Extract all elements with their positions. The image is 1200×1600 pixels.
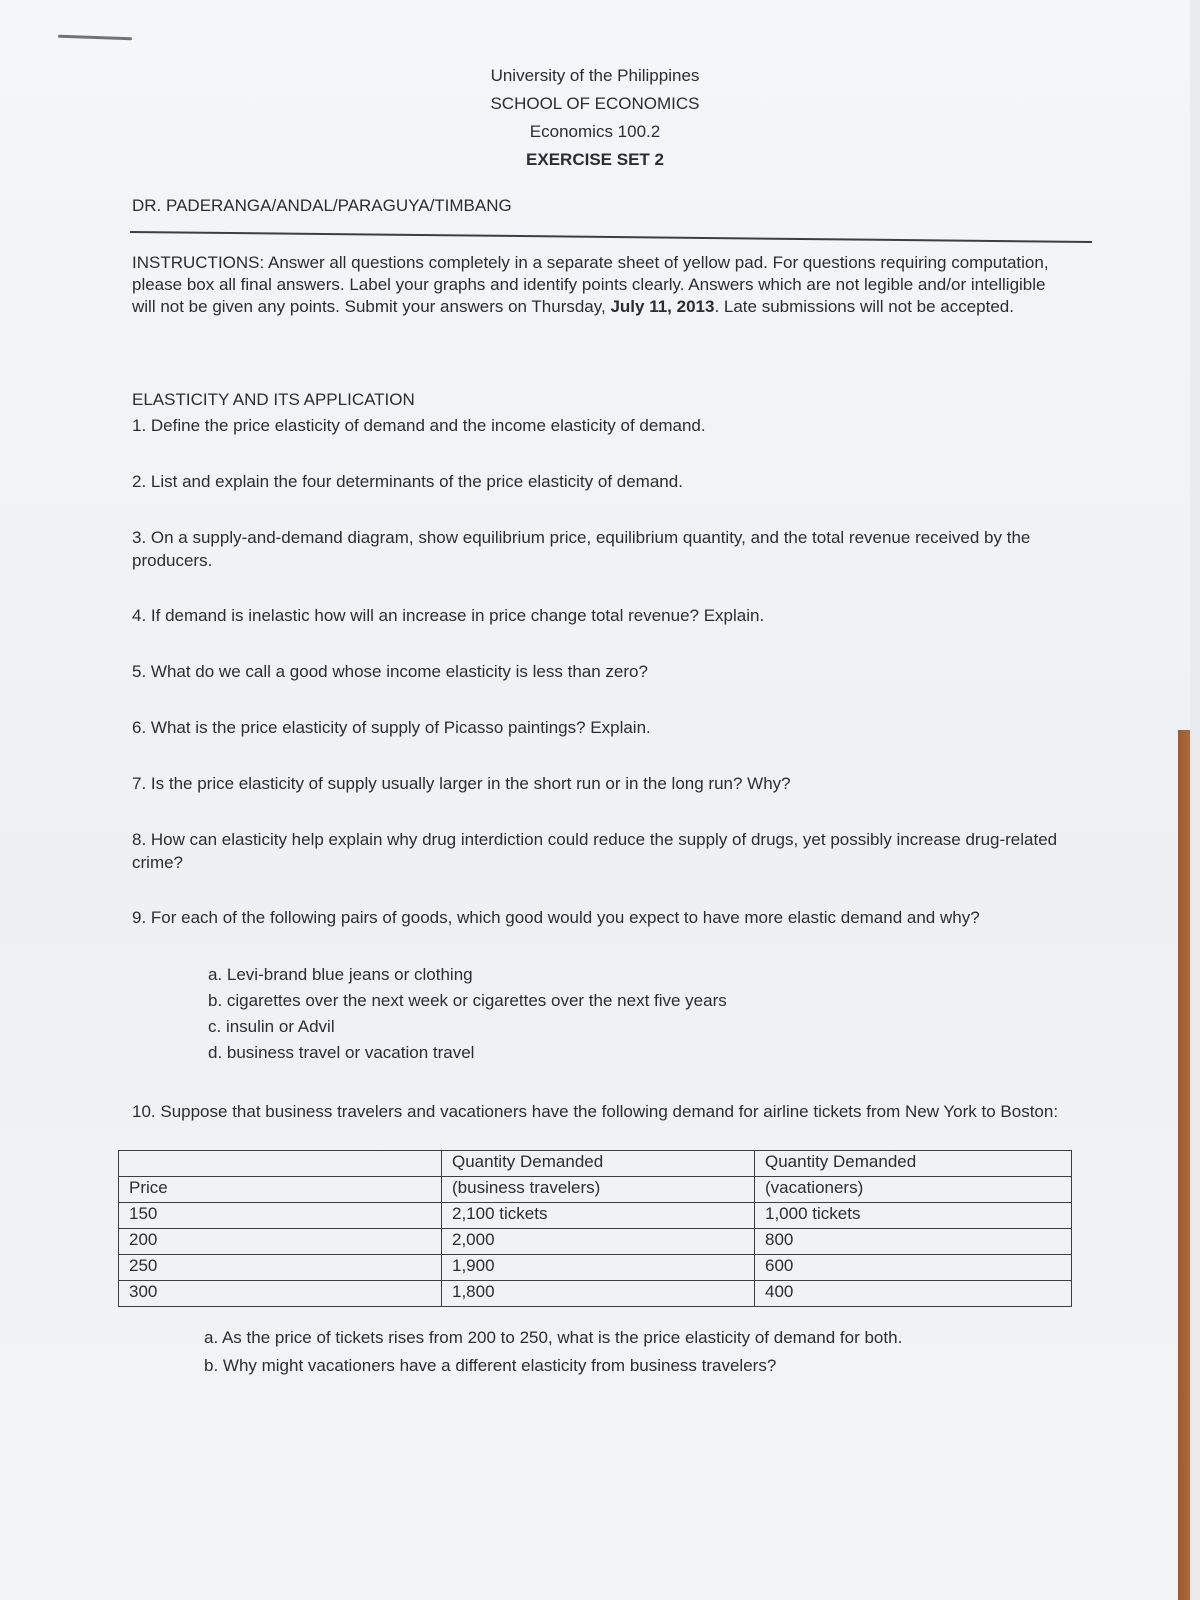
table-header-row [119,1151,1072,1177]
question-9: 9. For each of the following pairs of goods, which good would you expect to have more elastic demand and why? [132,908,980,927]
table-row [119,1203,1072,1229]
question-2: 2. List and explain the four determinants of the price elasticity of demand. [132,472,683,491]
q9-item-c: c. insulin or Advil [208,1017,335,1036]
price-cell: 200 [119,1229,442,1255]
table-row [119,1281,1072,1307]
section-heading: ELASTICITY AND ITS APPLICATION [132,390,415,409]
school-name: SCHOOL OF ECONOMICS [490,94,700,113]
q9-item-a: a. Levi-brand blue jeans or clothing [208,965,473,984]
staple-mark [58,35,132,41]
desk-edge [1178,730,1190,1600]
table-header-cell: Price [119,1177,442,1203]
price-cell: 300 [119,1281,442,1307]
table-header-cell: (vacationers) [755,1177,1072,1203]
q9-item-d: d. business travel or vacation travel [208,1043,475,1062]
instructions-text: INSTRUCTIONS: Answer all questions completely in a separate sheet of yellow pad. For questions requiring computation, please box all final answers. Label your graphs and identify points clearly. Answers which are not legible and/or intelligible will not be given any points. Submit your answers on Thursday, [132,253,1049,316]
vacation-qty-cell: 400 [755,1281,1072,1307]
question-3: 3. On a supply-and-demand diagram, show equilibrium price, equilibrium quantity, and the total revenue received by the producers. [132,528,1031,570]
question-8: 8. How can elasticity help explain why drug interdiction could reduce the supply of drugs, yet possibly increase drug-related crime? [132,830,1058,872]
price-cell: 150 [119,1203,442,1229]
q10-item-b: b. Why might vacationers have a different elasticity from business travelers? [204,1356,777,1375]
question-7: 7. Is the price elasticity of supply usually larger in the short run or in the long run? Why? [132,774,791,793]
q10-item-a: a. As the price of tickets rises from 200 to 250, what is the price elasticity of demand for both. [204,1328,903,1347]
university-name: University of the Philippines [490,66,700,85]
q9-list [208,962,1068,1066]
question-1: 1. Define the price elasticity of demand and the income elasticity of demand. [132,416,706,435]
instructions-paragraph [132,252,1072,318]
question-10: 10. Suppose that business travelers and vacationers have the following demand for airline tickets from New York to Boston: [132,1102,1059,1121]
course-name: Economics 100.2 [529,122,661,141]
table-header-cell: (business travelers) [442,1177,755,1203]
instructions-tail: . Late submissions will not be accepted. [714,297,1014,316]
table-row [119,1229,1072,1255]
table-header-cell: Quantity Demanded [442,1151,755,1177]
price-cell: 250 [119,1255,442,1281]
business-qty-cell: 2,100 tickets [442,1203,755,1229]
header-divider [130,231,1092,243]
question-6: 6. What is the price elasticity of supply of Picasso paintings? Explain. [132,718,651,737]
table-header-row [119,1177,1072,1203]
business-qty-cell: 1,900 [442,1255,755,1281]
exercise-title: EXERCISE SET 2 [526,150,664,169]
due-date: July 11, 2013 [610,297,715,316]
q10-list [204,1324,1064,1380]
question-5: 5. What do we call a good whose income elasticity is less than zero? [132,662,648,681]
table-header-cell: Quantity Demanded [755,1151,1072,1177]
q9-item-b: b. cigarettes over the next week or cigarettes over the next five years [208,991,727,1010]
table-row [119,1255,1072,1281]
business-qty-cell: 2,000 [442,1229,755,1255]
instructor-names: DR. PADERANGA/ANDAL/PARAGUYA/TIMBANG [132,196,512,215]
business-qty-cell: 1,800 [442,1281,755,1307]
vacation-qty-cell: 800 [755,1229,1072,1255]
question-4: 4. If demand is inelastic how will an increase in price change total revenue? Explain. [132,606,765,625]
demand-table [118,1150,1072,1307]
vacation-qty-cell: 1,000 tickets [755,1203,1072,1229]
document-header [0,62,1190,174]
table-header-cell [119,1151,442,1177]
vacation-qty-cell: 600 [755,1255,1072,1281]
